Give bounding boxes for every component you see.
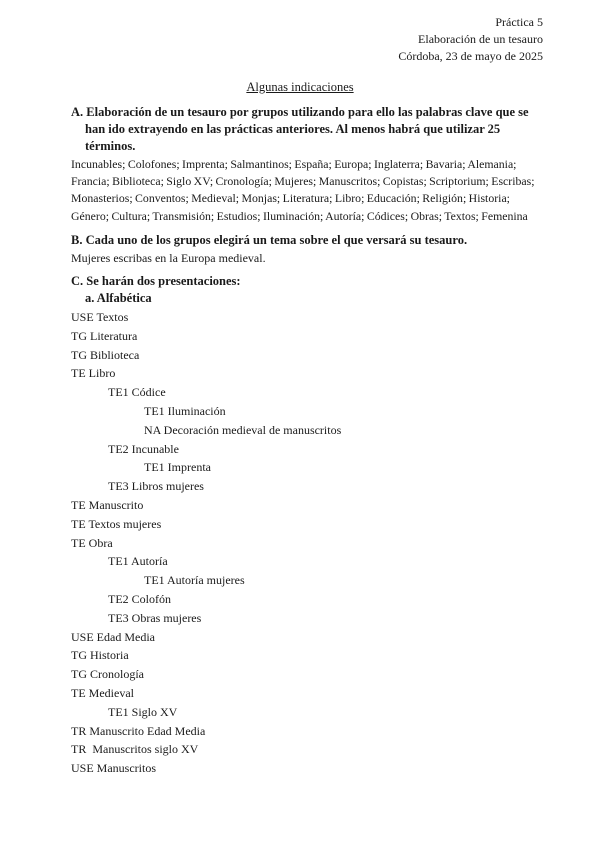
section-c xyxy=(71,273,547,290)
thesaurus-list xyxy=(0,308,600,778)
thesaurus-entry: TE Textos mujeres xyxy=(71,516,162,531)
thesaurus-entry: TG Cronología xyxy=(71,667,144,682)
thesaurus-entry: TR Manuscritos siglo XV xyxy=(71,742,199,757)
section-b-heading: B. Cada uno de los grupos elegirá un tema sobre el que versará su tesauro. xyxy=(71,233,468,247)
page-title: Algunas indicaciones xyxy=(246,80,354,94)
keyword-list: Incunables; Colofones; Imprenta; Salmantinos; España; Europa; Inglaterra; Bavaria; Alemania; Francia; Biblioteca; Siglo XV; Cronología; Mujeres; Manuscritos; Copistas; Scriptorium; Escribas; Monasterios; Conventos; Medieval; Monjas; Literatura; Libro; Educación; Religión; Historia; Género; Cultura; Transmisión; Estudios; Iluminación; Autoría; Códices; Obras; Textos; Femenina xyxy=(71,157,535,223)
thesaurus-entry: TE1 Códice xyxy=(108,385,166,400)
practice-subject: Elaboración de un tesauro xyxy=(418,32,543,46)
thesaurus-entry: TE3 Libros mujeres xyxy=(108,479,204,494)
section-a-heading: A. Elaboración de un tesauro por grupos utilizando para ello las palabras clave que se han ido extrayendo en las prácticas anteriores. Al menos habrá que utilizar 25 términos. xyxy=(71,105,529,153)
thesaurus-entry: TE Medieval xyxy=(71,685,134,700)
thesaurus-entry: TG Biblioteca xyxy=(71,347,140,362)
thesaurus-entry: USE Textos xyxy=(71,310,129,324)
thesaurus-entry: TE2 Colofón xyxy=(108,591,171,606)
place-date: Córdoba, 23 de mayo de 2025 xyxy=(398,49,543,63)
thesaurus-entry: TE Manuscrito xyxy=(71,497,144,512)
thesaurus-entry: TE Obra xyxy=(71,535,113,550)
practice-number: Práctica 5 xyxy=(495,15,543,29)
thesaurus-entry: TE2 Incunable xyxy=(108,441,179,456)
section-a xyxy=(71,104,547,225)
thesaurus-entry: TG Historia xyxy=(71,648,129,663)
thesaurus-entry: TR Manuscrito Edad Media xyxy=(71,723,206,738)
thesaurus-entry: NA Decoración medieval de manuscritos xyxy=(144,422,342,437)
thesaurus-entry: USE Edad Media xyxy=(71,629,155,644)
thesaurus-entry: TE1 Autoría mujeres xyxy=(144,573,245,588)
thesaurus-entry: TE1 Autoría xyxy=(108,554,168,569)
thesaurus-entry: TE1 Imprenta xyxy=(144,460,211,475)
section-b xyxy=(71,232,547,267)
section-c-heading: C. Se harán dos presentaciones: xyxy=(71,274,241,288)
section-b-topic: Mujeres escribas en la Europa medieval. xyxy=(71,251,266,265)
thesaurus-entry: TE1 Siglo XV xyxy=(108,704,178,719)
document-header xyxy=(398,14,543,65)
thesaurus-entry: TE1 Iluminación xyxy=(144,403,226,418)
alphabetical-subheading: a. Alfabética xyxy=(85,291,152,305)
thesaurus-entry: TE3 Obras mujeres xyxy=(108,610,202,625)
thesaurus-entry: TG Literatura xyxy=(71,328,138,343)
thesaurus-entry: USE Manuscritos xyxy=(71,761,156,776)
thesaurus-entry: TE Libro xyxy=(71,366,116,381)
